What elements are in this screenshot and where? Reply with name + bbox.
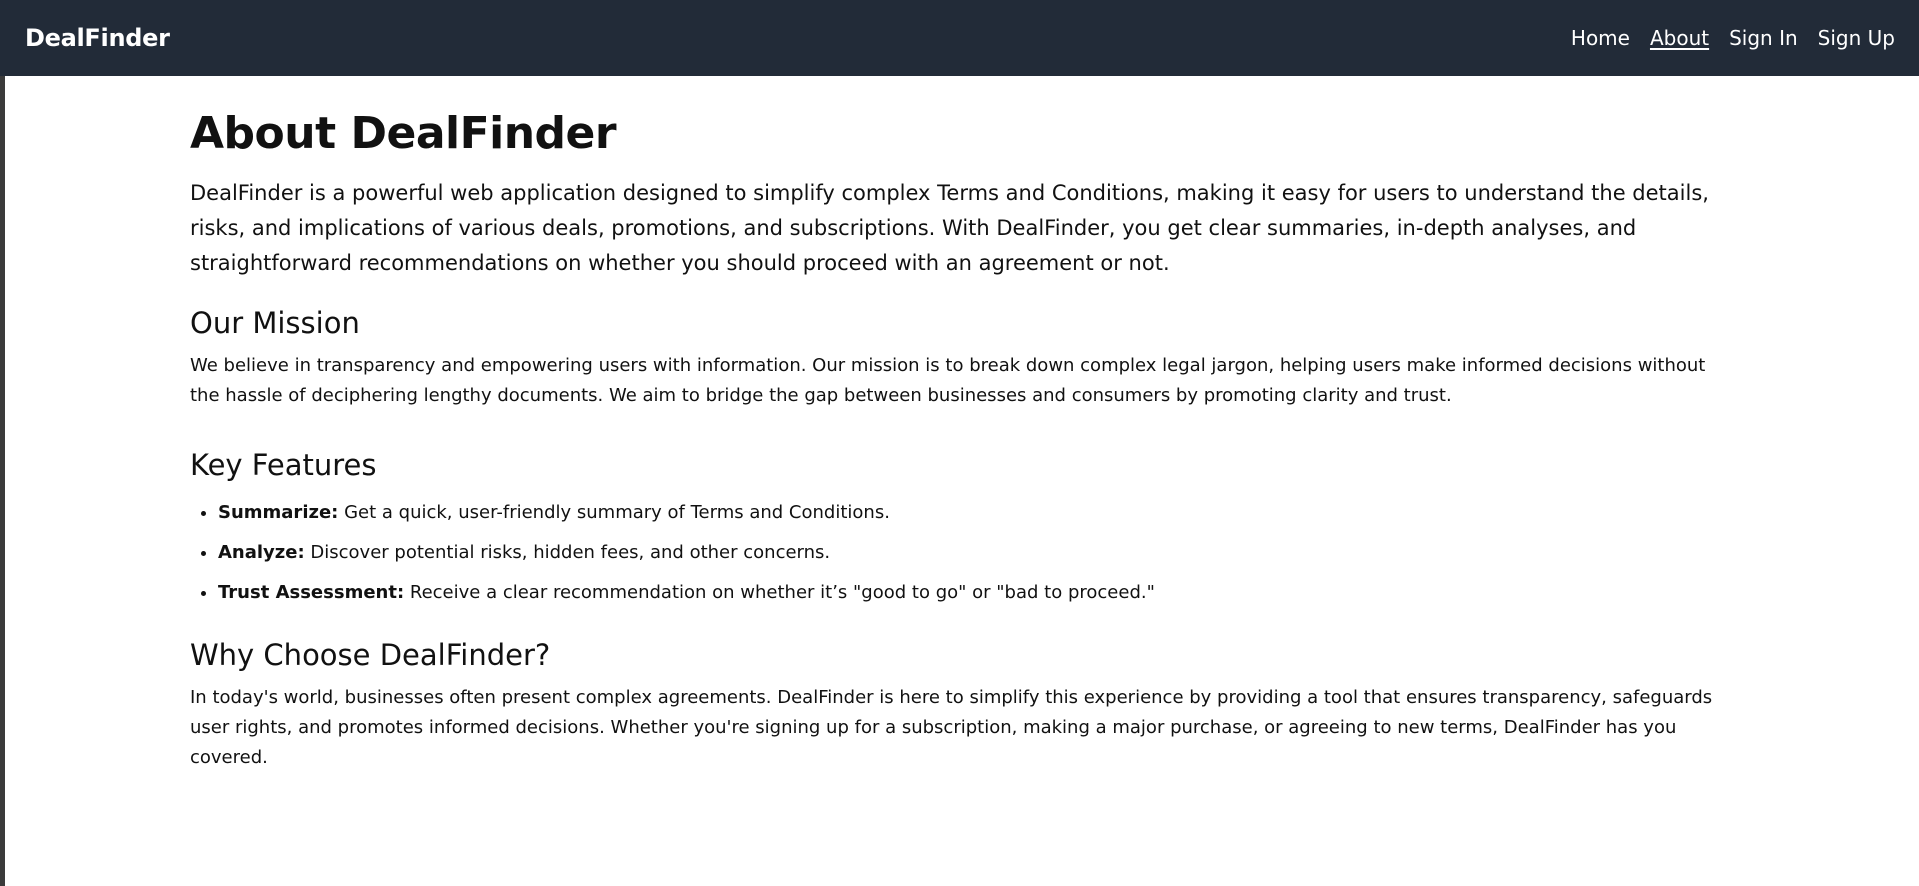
nav-link-home[interactable]: Home <box>1570 26 1630 50</box>
feature-name: Analyze: <box>218 542 305 563</box>
feature-name: Trust Assessment: <box>218 582 405 603</box>
mission-heading: Our Mission <box>190 306 360 340</box>
list-item <box>218 493 1730 533</box>
why-paragraph: In today's world, businesses often present complex agreements. DealFinder is here to simplify this experience by providing a tool that ensures transparency, safeguards user rights, and promotes informed decisions. Whether you're signing up for a subscription, making a major purchase, or agreeing to new terms, DealFinder has you covered. <box>190 687 1713 768</box>
feature-text: Get a quick, user-friendly summary of Terms and Conditions. <box>338 502 890 523</box>
brand-logo-link[interactable]: DealFinder <box>25 24 170 52</box>
top-navbar <box>0 0 1919 76</box>
feature-text: Discover potential risks, hidden fees, and other concerns. <box>304 542 831 563</box>
list-item <box>218 533 1730 573</box>
list-item <box>218 573 1730 613</box>
page-title: About DealFinder <box>190 108 617 159</box>
nav-link-sign-up[interactable]: Sign Up <box>1817 26 1895 50</box>
nav-links <box>1571 26 1895 50</box>
intro-paragraph: DealFinder is a powerful web application designed to simplify complex Terms and Conditions, making it easy for users to understand the details, risks, and implications of various deals, promotions, and subscriptions. With DealFinder, you get clear summaries, in-depth analyses, and straightforward recommendations on whether you should proceed with an agreement or not. <box>190 181 1709 275</box>
features-heading: Key Features <box>190 448 377 482</box>
about-content <box>190 108 1730 809</box>
mission-paragraph: We believe in transparency and empowering users with information. Our mission is to break down complex legal jargon, helping users make informed decisions without the hassle of deciphering lengthy documents. We aim to bridge the gap between businesses and consumers by promoting clarity and trust. <box>190 355 1706 406</box>
nav-link-sign-in[interactable]: Sign In <box>1729 26 1798 50</box>
feature-name: Summarize: <box>218 502 339 523</box>
features-list <box>190 493 1730 613</box>
why-heading: Why Choose DealFinder? <box>190 638 551 672</box>
nav-link-about[interactable]: About <box>1649 26 1710 50</box>
feature-text: Receive a clear recommendation on whether it’s "good to go" or "bad to proceed." <box>404 582 1155 603</box>
